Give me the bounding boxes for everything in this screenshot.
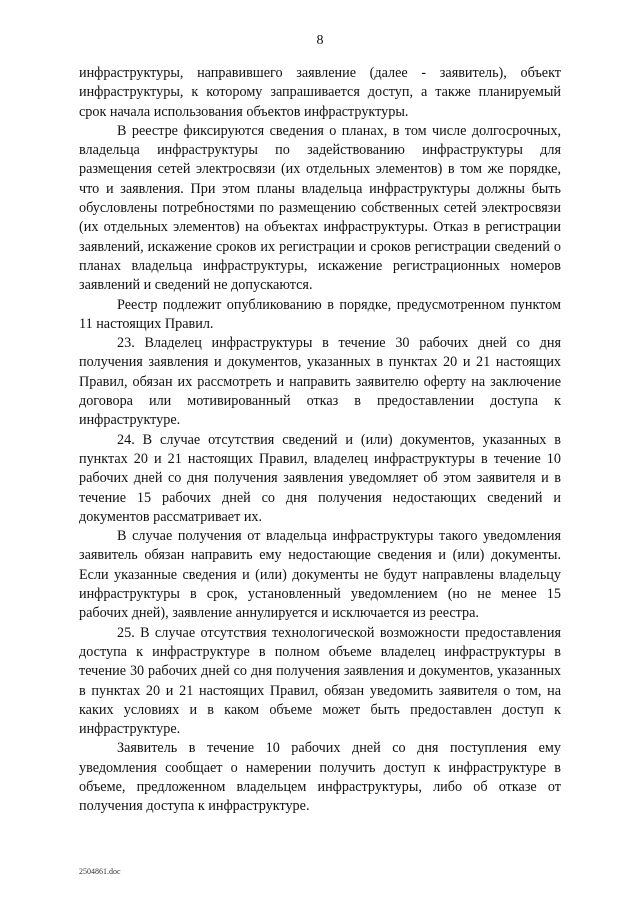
- paragraph-item-25: 25. В случае отсутствия технологической возможности предоставления доступа к инфраструктуре в полном объеме владелец инфраструктуры в течение 30 рабочих дней со дня получения заявления и документов, указанных в пунктах 20 и 21 настоящих Правил, обязан уведомить заявителя о том, на каких условиях и в каком объеме может быть предоставлен доступ к инфраструктуре.: [79, 624, 561, 738]
- paragraph-item-24-notice: В случае получения от владельца инфраструктуры такого уведомления заявитель обязан направить ему недостающие сведения и (или) документы. Если указанные сведения и (или) документы не будут направлены владельцу инфраструктуры в срок, установленный уведомлением (но не менее 15 рабочих дней), заявление аннулируется и исключается из реестра.: [79, 528, 561, 622]
- page-number: 8: [316, 33, 324, 48]
- paragraph-registry-plans: В реестре фиксируются сведения о планах, в том числе долгосрочных, владельца инфраструктуры по задействованию инфраструктуры для размещения сетей электросвязи (их отдельных элементов) в том же порядке, что и заявления. При этом планы владельца инфраструктуры должны быть обусловлены потребностями по размещению собственных сетей электросвязи (их отдельных элементов) на объектах инфраструктуры. Отказ в регистрации заявлений, искажение сроков их регистрации и сроков регистрации сведений о планах владельца инфраструктуры, искажение регистрационных номеров заявлений и сведений не допускаются.: [79, 122, 561, 294]
- document-body: [79, 64, 561, 817]
- paragraph-item-24: 24. В случае отсутствия сведений и (или) документов, указанных в пунктах 20 и 21 настоящих Правил, владелец инфраструктуры в течение 10 рабочих дней со дня получения заявления уведомляет об этом заявителя и в течение 15 рабочих дней со дня получения недостающих сведений и документов рассматривает их.: [79, 431, 561, 525]
- paragraph-continuation: инфраструктуры, направившего заявление (далее - заявитель), объект инфраструктуры, к которому запрашивается доступ, а также планируемый срок начала использования объектов инфраструктуры.: [79, 65, 561, 120]
- paragraph-item-23: 23. Владелец инфраструктуры в течение 30 рабочих дней со дня получения заявления и документов, указанных в пунктах 20 и 21 настоящих Правил, обязан их рассмотреть и направить заявителю оферту на заключение договора или мотивированный отказ в предоставлении доступа к инфраструктуре.: [79, 335, 561, 429]
- paragraph-item-25-response: Заявитель в течение 10 рабочих дней со дня поступления ему уведомления сообщает о намерении получить доступ к инфраструктуре в объеме, предложенном владельцем инфраструктуры, либо об отказе от получения доступа к инфраструктуре.: [79, 740, 561, 815]
- paragraph-registry-publication: Реестр подлежит опубликованию в порядке, предусмотренном пунктом 11 настоящих Правил.: [79, 296, 561, 332]
- document-file-id: 2504861.doc: [79, 867, 121, 876]
